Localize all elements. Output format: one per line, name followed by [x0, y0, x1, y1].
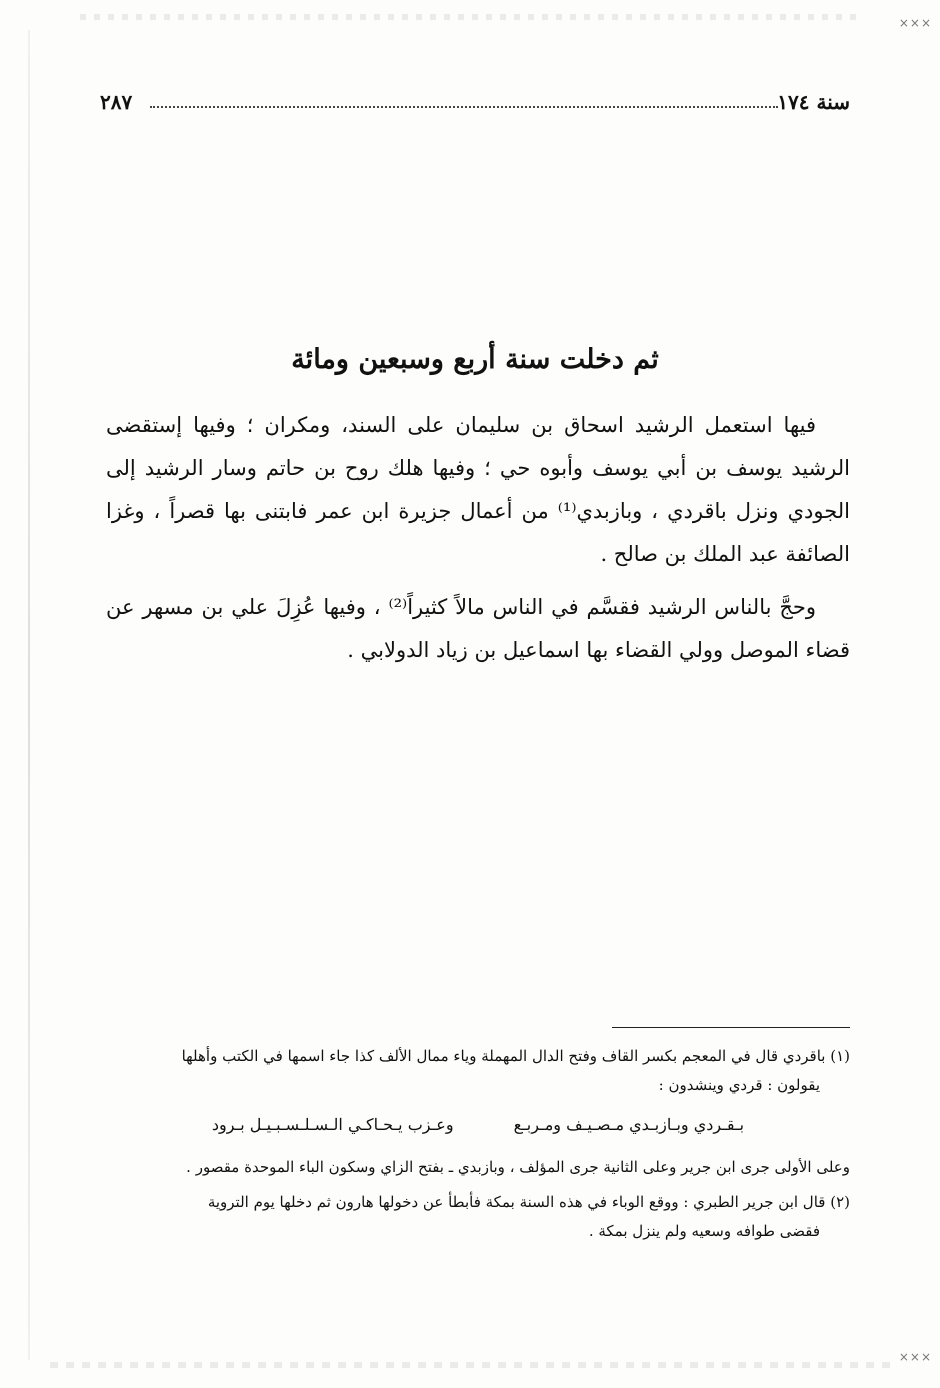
footnote-1-continuation: يقولون : قردي وينشدون :: [658, 1076, 820, 1094]
footnote-separator: [612, 1027, 850, 1028]
verse-second-hemistich: وعـزب يـحـاكـي الـسـلـسـبـيـل بـرود: [211, 1115, 454, 1134]
running-header: [100, 90, 850, 120]
verse-first-hemistich: بـقـردي وبـازبـدي مـصـيـف ومـربـع: [513, 1115, 745, 1134]
paragraph: فيها استعمل الرشيد اسحاق بن سليمان على السند، ومكران ؛ وفيها إستقضى الرشيد يوسف بن أبي يوسف وأبوه حي ؛ وفيها هلك روح بن حاتم وسار الرشيد إلى الجودي ونزل باقردي ، وبازبدي⁽¹⁾ من أعمال جزيرة ابن عمر فابتنى بها قصراً ، وغزا الصائفة عبد الملك بن صالح .: [106, 413, 851, 566]
footnote-2-continuation: فقضى طوافه وسعيه ولم ينزل بمكة .: [588, 1222, 820, 1240]
scan-edge: [28, 30, 30, 1360]
footnote-1: (١) باقردي قال في المعجم بكسر القاف وفتح الدال المهملة وياء ممال الألف كذا جاء اسمها في الكتب وأهلها: [181, 1047, 850, 1065]
footnote-2: (٢) قال ابن جرير الطبري : ووقع الوباء في هذه السنة بمكة فأبطأ عن دخولها هارون ثم دخلها يوم التروية: [207, 1193, 850, 1211]
scan-noise-top: [80, 14, 860, 20]
main-text: [106, 404, 850, 672]
scan-corner-mark-icon: ×××: [898, 1350, 932, 1364]
scan-corner-mark-icon: ×××: [898, 16, 932, 30]
paragraph: وحجَّ بالناس الرشيد فقسَّم في الناس مالاً كثيراً⁽²⁾ ، وفيها عُزِلَ علي بن مسهر عن قضاء الموصل وولي القضاء بها اسماعيل بن زياد الدولابي .: [106, 595, 850, 662]
header-dot-leader: [150, 106, 778, 108]
page-number: ٢٨٧: [100, 90, 133, 114]
footnotes: [106, 1042, 850, 1246]
footnote-verse: [106, 1110, 850, 1139]
chapter-title: ثم دخلت سنة أربع وسبعين ومائة: [291, 344, 659, 375]
scan-noise-bottom: [50, 1362, 890, 1368]
footnote-1-note: وعلى الأولى جرى ابن جرير وعلى الثانية جرى المؤلف ، وبازبدي ـ بفتح الزاي وسكون الباء الموحدة مقصور .: [186, 1158, 850, 1176]
header-year: سنة ١٧٤: [777, 90, 850, 114]
